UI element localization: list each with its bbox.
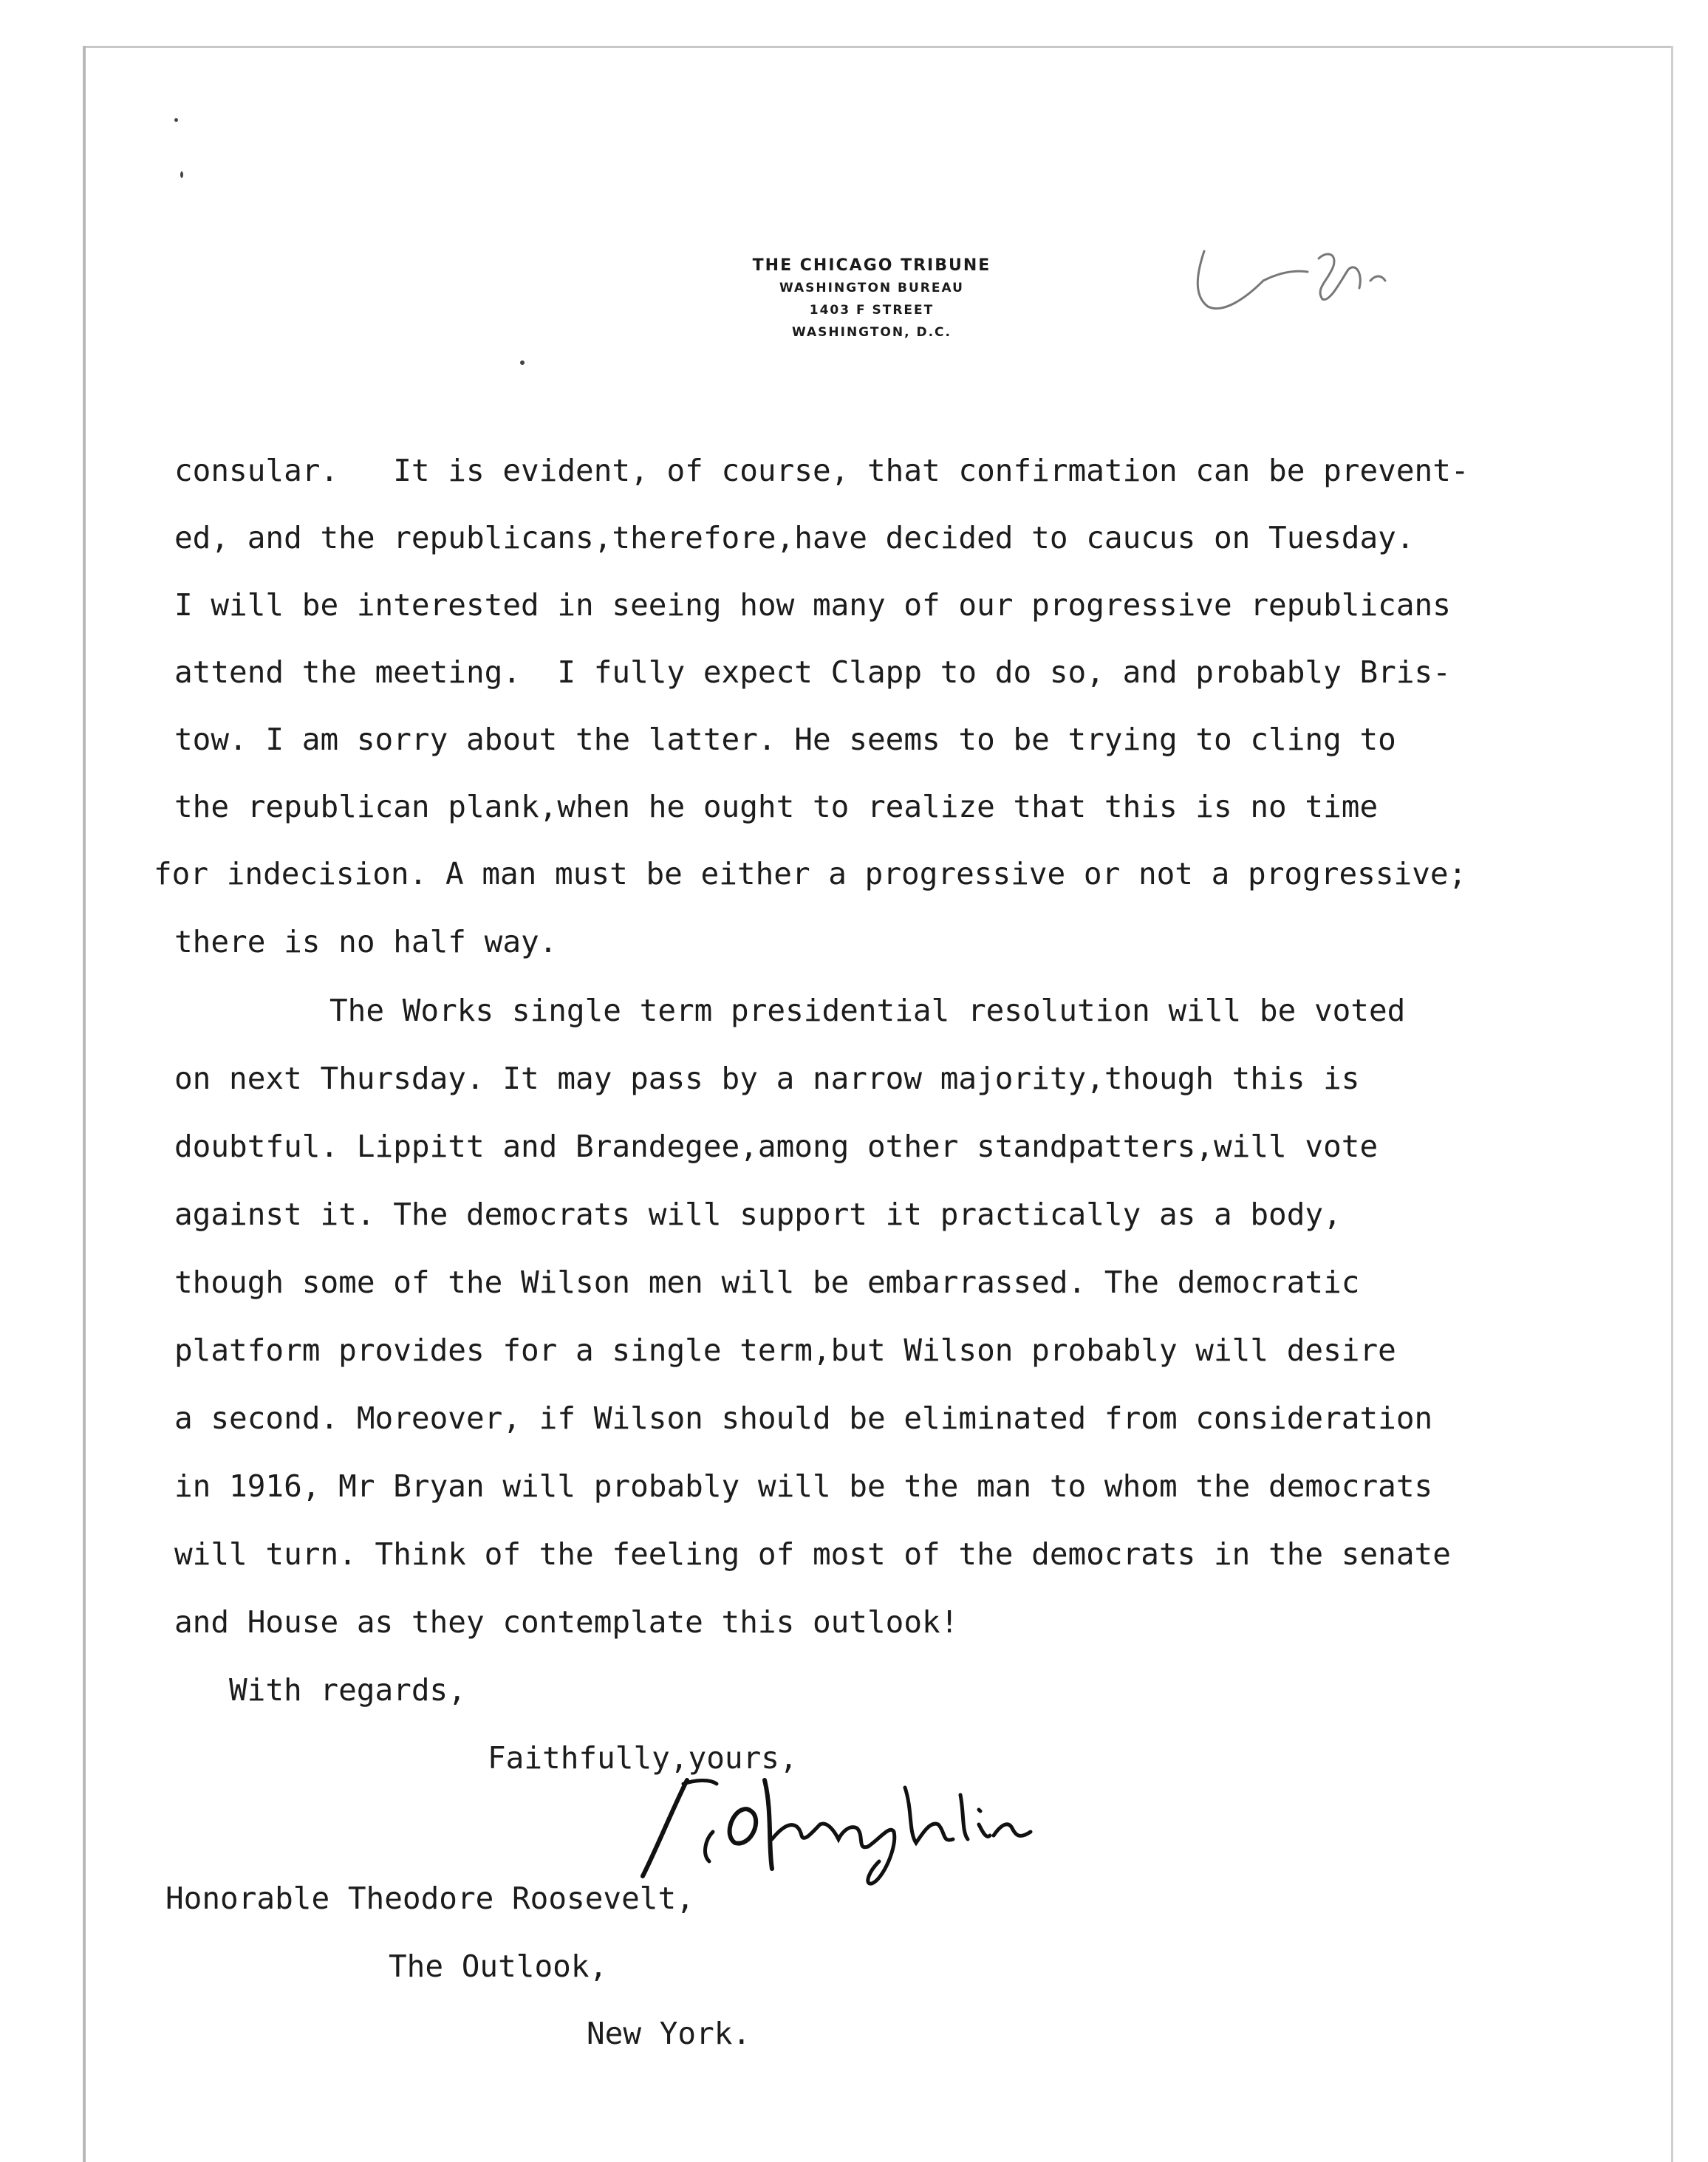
closing-valediction: Faithfully,yours, xyxy=(488,1740,798,1776)
letterhead-bureau: WASHINGTON BUREAU xyxy=(779,281,964,295)
paragraph1-line: attend the meeting. I fully expect Clapp to do so, and probably Bris- xyxy=(174,654,1451,690)
paragraph2-line: though some of the Wilson men will be embarrassed. The democratic xyxy=(174,1265,1360,1300)
paragraph1-line: I will be interested in seeing how many of our progressive republicans xyxy=(174,587,1451,623)
paragraph1-line: there is no half way. xyxy=(174,924,558,959)
paragraph2-line: will turn. Think of the feeling of most of the democrats in the senate xyxy=(174,1536,1451,1572)
paragraph2-line: doubtful. Lippitt and Brandegee,among other standpatters,will vote xyxy=(174,1129,1379,1164)
letterhead-street: 1403 F STREET xyxy=(809,303,935,318)
paragraph2-line: a second. Moreover, if Wilson should be eliminated from consideration xyxy=(174,1400,1433,1436)
addressee-city: New York. xyxy=(587,2016,751,2051)
closing-regards: With regards, xyxy=(229,1672,466,1708)
paragraph2-line: The Works single term presidential resolution will be voted xyxy=(329,993,1406,1028)
paragraph2-line: and House as they contemplate this outlook! xyxy=(174,1604,959,1640)
paragraph1-line: the republican plank,when he ought to realize that this is no time xyxy=(174,789,1379,824)
letterhead-city: WASHINGTON, D.C. xyxy=(792,325,952,340)
paragraph2-line: against it. The democrats will support it practically as a body, xyxy=(174,1197,1342,1232)
paragraph2-line: in 1916, Mr Bryan will probably will be the man to whom the democrats xyxy=(174,1468,1433,1504)
paragraph1-line: tow. I am sorry about the latter. He seems to be trying to cling to xyxy=(174,722,1396,757)
handwritten-signature xyxy=(613,1751,1056,1891)
addressee-name: Honorable Theodore Roosevelt, xyxy=(165,1881,694,1916)
paragraph1-line: ed, and the republicans,therefore,have decided to caucus on Tuesday. xyxy=(174,520,1415,555)
addressee-org: The Outlook, xyxy=(389,1949,608,1984)
paragraph2-line: platform provides for a single term,but Wilson probably will desire xyxy=(174,1333,1396,1368)
paragraph1-line: consular. It is evident, of course, that confirmation can be prevent- xyxy=(174,453,1469,488)
letterhead-paper-name: THE CHICAGO TRIBUNE xyxy=(752,256,991,275)
paragraph1-line: for indecision. A man must be either a progressive or not a progressive; xyxy=(154,856,1467,892)
paragraph2-line: on next Thursday. It may pass by a narrow majority,though this is xyxy=(174,1061,1360,1096)
